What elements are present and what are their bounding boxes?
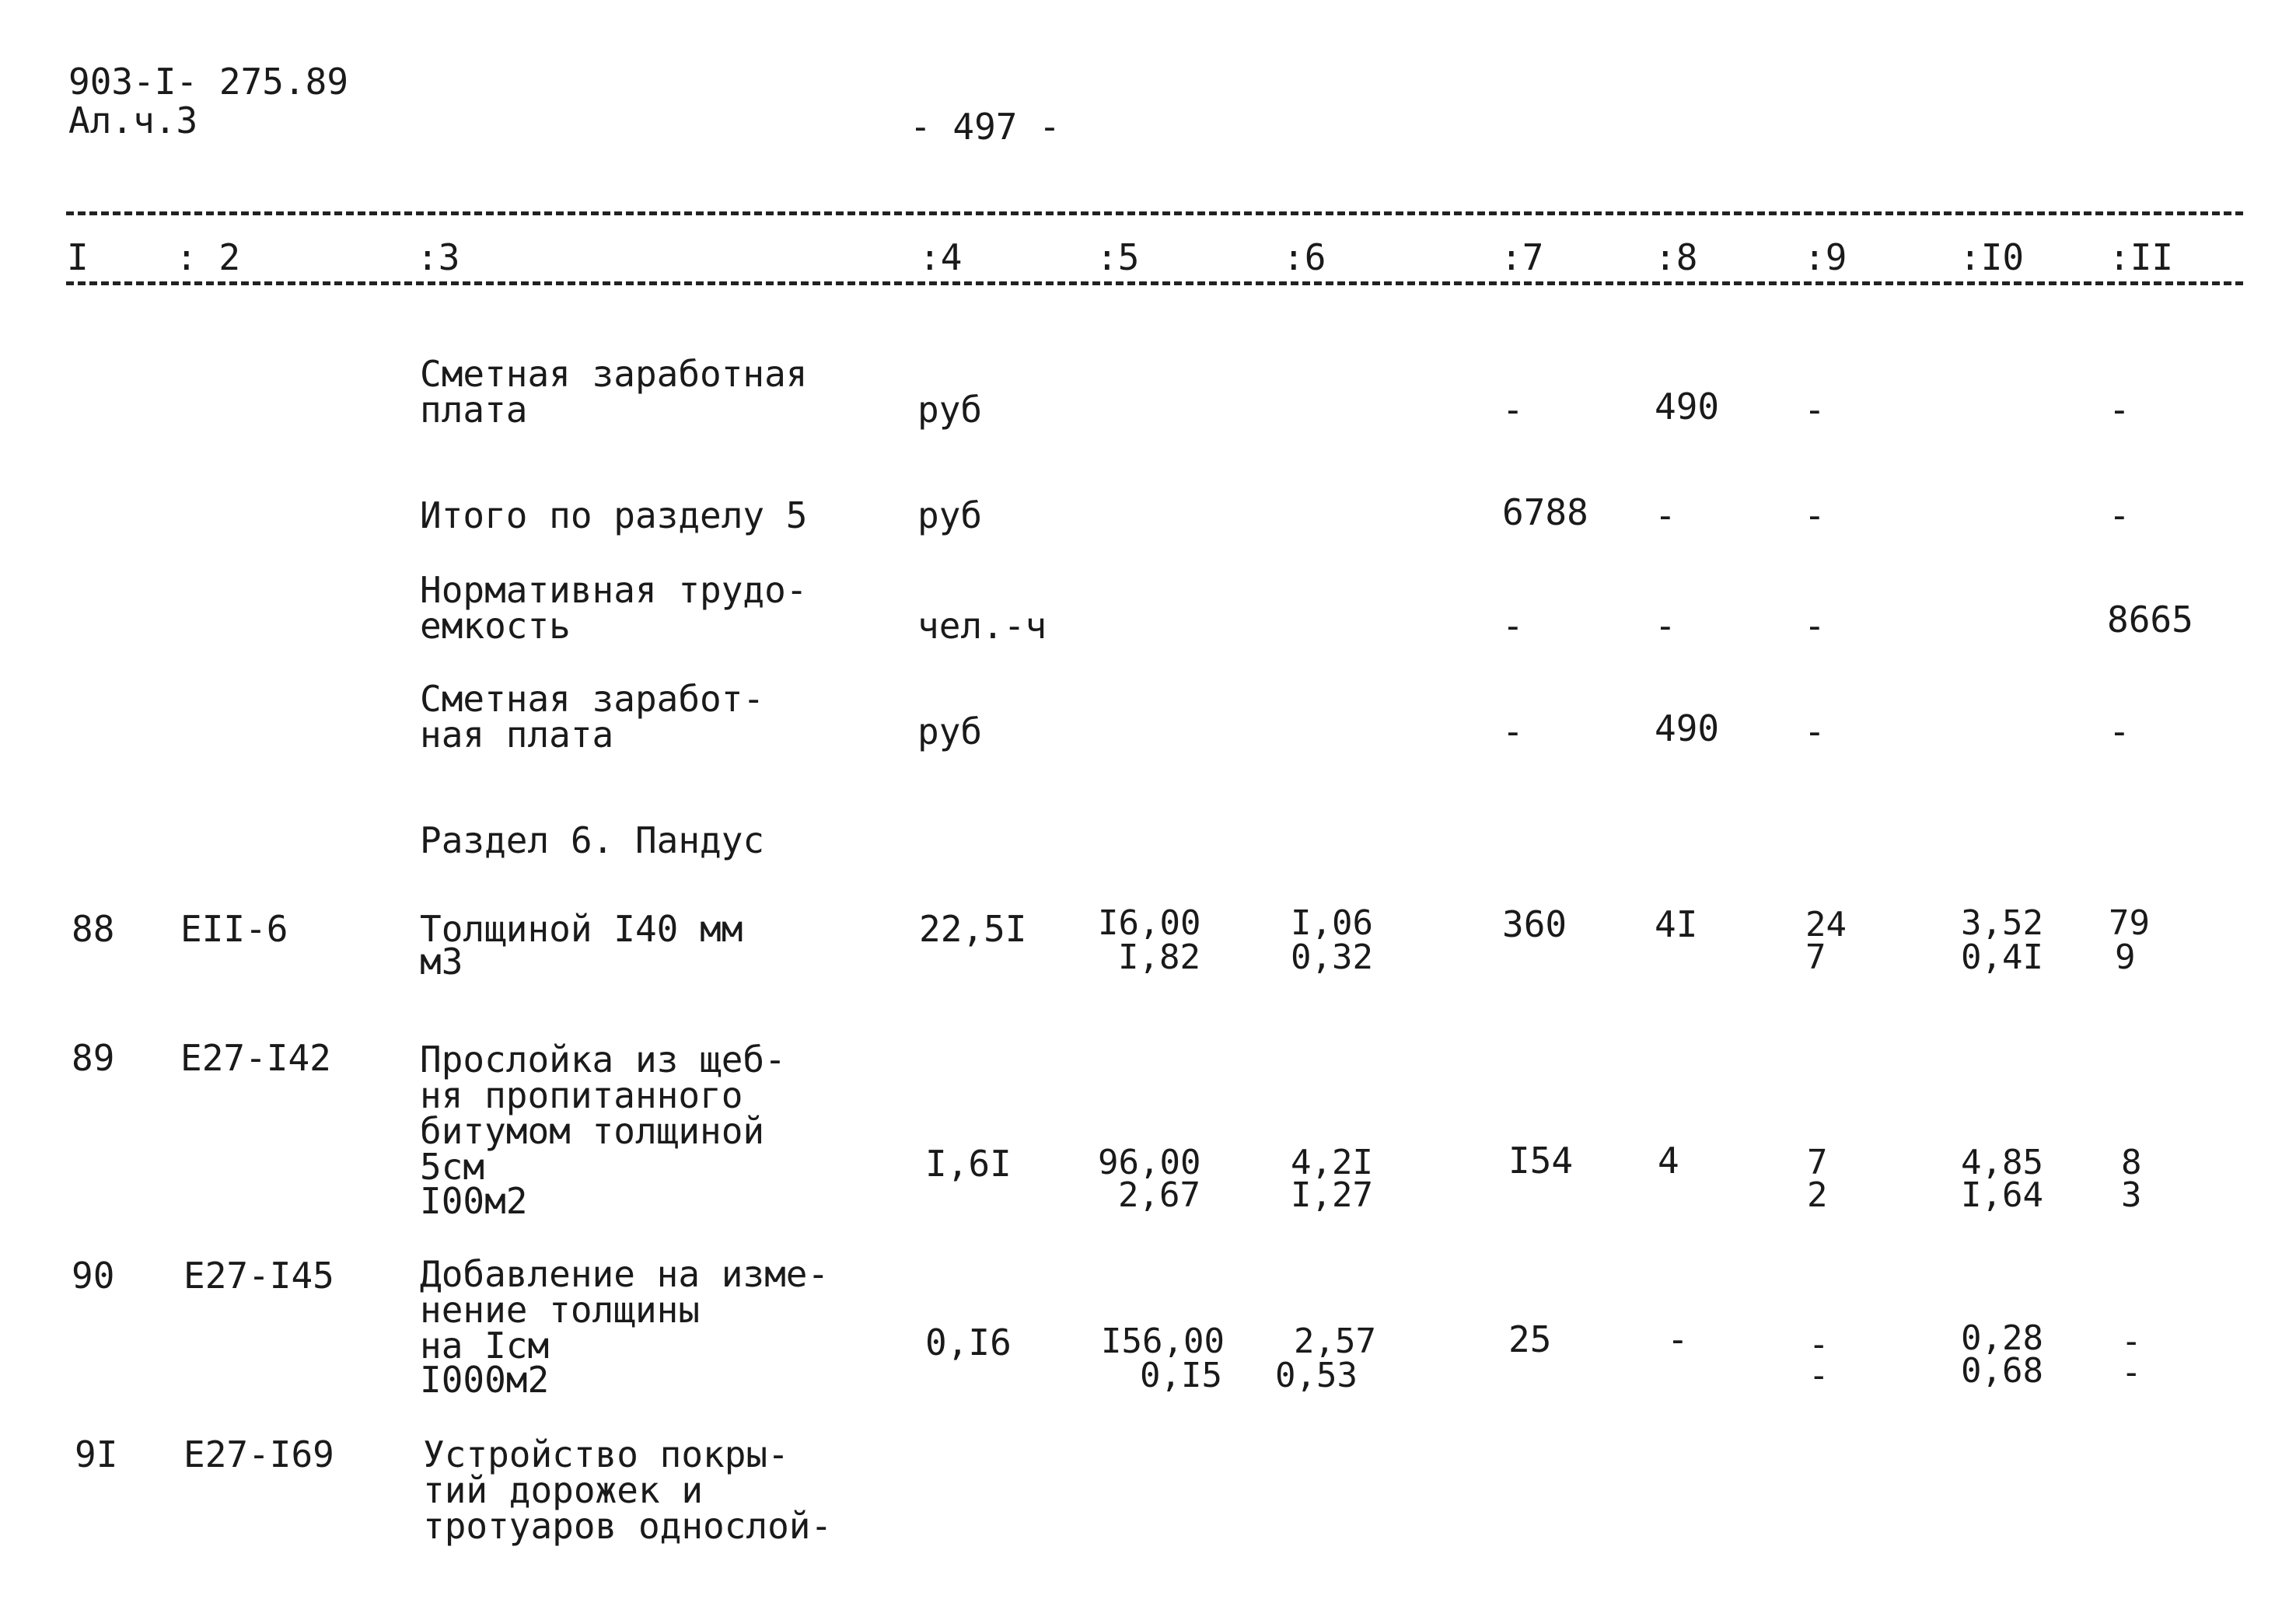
row-col10-bottom: 0,68 (1961, 1351, 2043, 1391)
summary-unit: руб (917, 494, 983, 536)
row-description-line: Добавление на изме- (420, 1253, 830, 1295)
row-col10-bottom: I,64 (1961, 1175, 2043, 1215)
summary-col8: - (1655, 605, 1676, 647)
summary-name-line: ная плата (420, 714, 614, 756)
column-header-1: I (67, 236, 89, 278)
row-description-line: тротуаров однослой- (423, 1505, 833, 1547)
row-col5-top: 96,00 (1098, 1143, 1201, 1182)
summary-col7: 6788 (1502, 491, 1588, 533)
row-col7: 360 (1502, 903, 1567, 945)
column-header-11: :II (2109, 236, 2174, 278)
row-col7: I54 (1508, 1140, 1574, 1182)
row-description-line: тий дорожек и (423, 1469, 704, 1511)
column-header-9: :9 (1804, 236, 1847, 278)
header-top-rule (66, 211, 2243, 215)
column-header-10: :I0 (1959, 236, 2025, 278)
row-col11-top: 79 (2109, 903, 2150, 943)
row-col8: 4 (1658, 1140, 1679, 1182)
row-col7: 25 (1508, 1318, 1552, 1360)
column-header-8: :8 (1655, 236, 1698, 278)
summary-col11: - (2109, 389, 2130, 431)
column-header-6: :6 (1283, 236, 1326, 278)
summary-col11: - (2109, 494, 2130, 536)
row-col9-top: 24 (1805, 905, 1847, 944)
row-description-line: битумом толщиной (420, 1110, 765, 1152)
summary-name-line: Итого по разделу 5 (420, 494, 808, 536)
row-code: E27-I42 (180, 1037, 331, 1079)
summary-col8: 490 (1655, 707, 1720, 749)
row-col11-bottom: 9 (2115, 937, 2136, 977)
column-header-4: :4 (919, 236, 963, 278)
row-col10-top: 3,52 (1961, 903, 2043, 943)
row-col5-top: I6,00 (1098, 903, 1201, 943)
row-quantity: 22,5I (919, 908, 1027, 950)
summary-name-line: Нормативная трудо- (420, 569, 808, 611)
summary-name-line: плата (420, 389, 528, 431)
row-col6-top: 4,2I (1291, 1143, 1373, 1182)
document-code: 903-I- 275.89 (68, 61, 349, 103)
summary-col9: - (1804, 710, 1826, 752)
row-description-line: I00м2 (420, 1180, 528, 1222)
row-col5-bottom: I,82 (1118, 937, 1200, 977)
summary-col7: - (1502, 710, 1524, 752)
row-number: 89 (72, 1037, 115, 1079)
row-col11-bottom: - (2121, 1353, 2142, 1392)
row-col10-bottom: 0,4I (1961, 937, 2043, 977)
row-code: EII-6 (180, 908, 288, 950)
row-code: E27-I69 (183, 1433, 334, 1475)
section-title: Раздел 6. Пандус (420, 819, 765, 861)
column-header-5: :5 (1096, 236, 1140, 278)
summary-name-line: емкость (420, 605, 571, 647)
row-col9-top: 7 (1807, 1143, 1828, 1182)
summary-col8: 490 (1655, 386, 1720, 428)
row-description-line: Устройство покры- (423, 1433, 789, 1475)
summary-col8: - (1655, 494, 1676, 536)
row-col10-top: 0,28 (1961, 1318, 2043, 1358)
row-col6-bottom: 0,32 (1291, 937, 1373, 977)
summary-col9: - (1804, 494, 1826, 536)
row-col5-bottom: 2,67 (1118, 1175, 1200, 1215)
row-col5-top: I56,00 (1101, 1321, 1225, 1361)
row-col9-bottom: 2 (1807, 1175, 1828, 1215)
summary-unit: руб (917, 710, 983, 752)
row-description-line: м3 (420, 941, 463, 983)
row-col6-top: 2,57 (1294, 1321, 1376, 1361)
row-col11-bottom: 3 (2121, 1175, 2142, 1215)
row-col6-top: I,06 (1291, 903, 1373, 943)
row-col6-bottom: 0,53 (1275, 1356, 1358, 1395)
column-header-7: :7 (1501, 236, 1544, 278)
header-bottom-rule (66, 281, 2243, 285)
document-part: Ал.ч.3 (68, 100, 198, 141)
row-col9-bottom: 7 (1805, 937, 1826, 977)
row-quantity: I,6I (925, 1143, 1012, 1185)
row-col8: 4I (1655, 903, 1698, 945)
row-number: 90 (72, 1255, 115, 1297)
page-number: - 497 - (910, 106, 1061, 148)
summary-name-line: Сметная заработная (420, 353, 808, 395)
summary-unit: руб (917, 389, 983, 431)
summary-col11: 8665 (2107, 599, 2193, 641)
row-number: 88 (72, 908, 115, 950)
column-header-3: :3 (417, 236, 460, 278)
row-description-line: 5см (420, 1146, 485, 1188)
row-description-line: Прослойка из щеб- (420, 1039, 786, 1081)
row-description-line: ня пропитанного (420, 1074, 743, 1116)
row-col5-bottom: 0,I5 (1140, 1356, 1222, 1395)
summary-unit: чел.-ч (917, 605, 1047, 647)
summary-name-line: Сметная заработ- (420, 678, 765, 720)
row-description-line: Толщиной I40 мм (420, 908, 743, 950)
column-header-2: : 2 (176, 236, 241, 278)
row-description-line: на Iсм (420, 1325, 550, 1367)
summary-col9: - (1804, 605, 1826, 647)
row-col11-top: 8 (2121, 1143, 2142, 1182)
row-col10-top: 4,85 (1961, 1143, 2043, 1182)
row-number: 9I (75, 1433, 118, 1475)
summary-col7: - (1502, 389, 1524, 431)
row-quantity: 0,I6 (925, 1321, 1012, 1363)
row-col9-bottom: - (1808, 1356, 1829, 1395)
row-description-line: нение толщины (420, 1289, 701, 1331)
row-col9-top: - (1808, 1325, 1829, 1364)
row-description-line: I000м2 (420, 1359, 550, 1401)
summary-col11: - (2109, 710, 2130, 752)
row-col11-top: - (2121, 1321, 2142, 1361)
row-col8: - (1667, 1318, 1689, 1360)
row-col6-bottom: I,27 (1291, 1175, 1373, 1215)
summary-col9: - (1804, 389, 1826, 431)
summary-col7: - (1502, 605, 1524, 647)
row-code: E27-I45 (183, 1255, 334, 1297)
